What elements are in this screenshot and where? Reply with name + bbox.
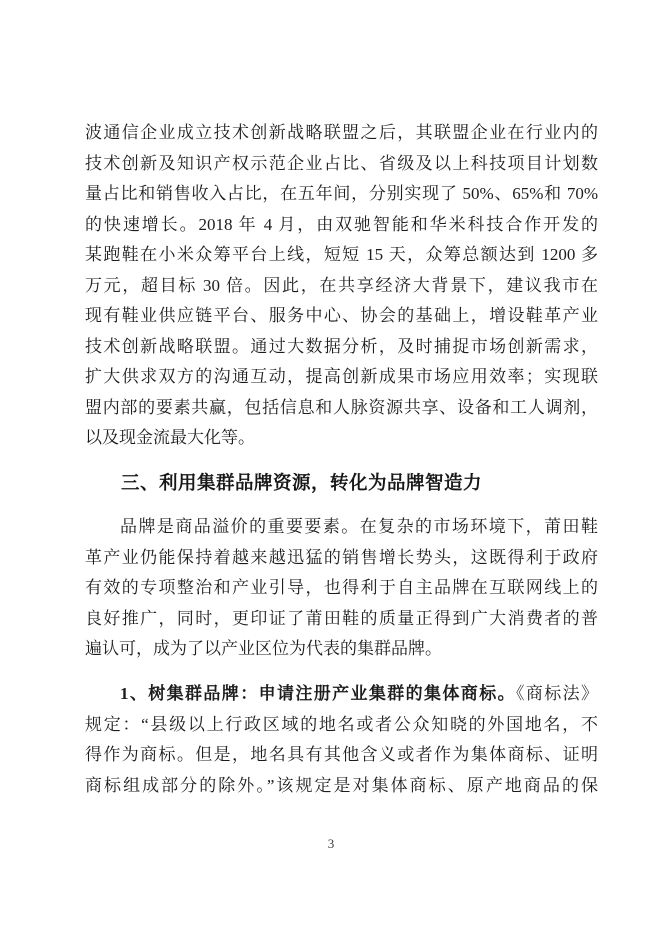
text-line: 的快速增长。2018 年 4 月，由双驰智能和华米科技合作开发的 <box>85 214 598 234</box>
paragraph-technology-alliance <box>85 118 598 454</box>
paragraph-collective-trademark <box>85 679 598 801</box>
text-line: 商标组成部分的除外。”该规定是对集体商标、原产地商品的保 <box>85 775 598 795</box>
text-line: 革产业仍能保持着越来越迅猛的销售增长势头，这既得利于政府 <box>85 547 598 567</box>
text-line: 盟内部的要素共赢，包括信息和人脉资源共享、设备和工人调剂， <box>85 397 598 417</box>
text-line: 得作为商标。但是，地名具有其他含义或者作为集体商标、证明 <box>85 745 598 764</box>
text-line: 技术创新战略联盟。通过大数据分析，及时捕捉市场创新需求， <box>85 336 598 356</box>
text-line <box>85 679 598 710</box>
text-line: 技术创新及知识产权示范企业占比、省级及以上科技项目计划数 <box>85 153 598 173</box>
text-line: 以及现金流最大化等。 <box>85 428 255 447</box>
text-line: 品牌是商品溢价的重要要素。在复杂的市场环境下，莆田鞋 <box>120 517 598 536</box>
text-line: 波通信企业成立技术创新战略联盟之后，其联盟企业在行业内的 <box>85 123 598 142</box>
text-line: 规定：“县级以上行政区域的地名或者公众知晓的外国地名，不 <box>85 714 598 734</box>
text-line: 某跑鞋在小米众筹平台上线，短短 15 天，众筹总额达到 1200 多 <box>85 245 598 264</box>
page-number: 3 <box>327 836 335 851</box>
regular-text: 《商标法》 <box>515 684 599 703</box>
text-line: 有效的专项整治和产业引导，也得利于自主品牌在互联网线上的 <box>85 578 598 597</box>
text-line: 现有鞋业供应链平台、服务中心、协会的基础上，增设鞋革产业 <box>85 306 598 325</box>
text-line: 良好推广，同时，更印证了莆田鞋的质量正得到广大消费者的普 <box>85 608 598 628</box>
text-line: 万元，超目标 30 倍。因此，在共享经济大背景下，建议我市在 <box>85 275 598 295</box>
section-heading: 三、利用集群品牌资源，转化为品牌智造力 <box>121 472 483 493</box>
bold-lead-text: 1、树集群品牌：申请注册产业集群的集体商标。 <box>120 684 516 703</box>
text-line: 遍认可，成为了以产业区位为代表的集群品牌。 <box>85 639 442 658</box>
paragraph-brand-premium <box>85 512 598 665</box>
text-line: 量占比和销售收入占比，在五年间，分别实现了 50%、65%和 70% <box>85 184 598 203</box>
text-line: 扩大供求双方的沟通互动，提高创新成果市场应用效率；实现联 <box>85 367 598 386</box>
